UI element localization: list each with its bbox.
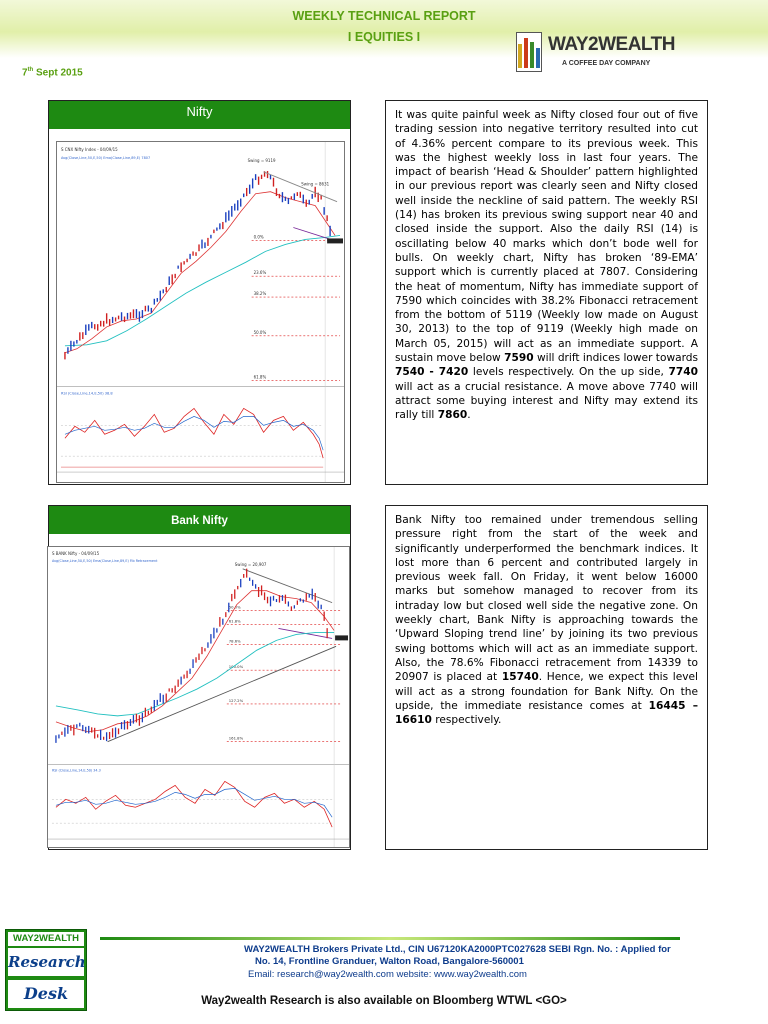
nifty-swing-low-label: Swing = 8631 (301, 181, 330, 187)
footer-address-line: No. 14, Frontline Granduer, Walton Road, Bangalore-560001 (255, 956, 524, 967)
nifty-chart-label: S CNX Nifty Index - 04/09/15 (60, 146, 118, 152)
banknifty-chart-svg (48, 547, 349, 847)
report-subtitle: I EQUITIES I (347, 30, 421, 44)
banknifty-fib-label: 78.6% (228, 639, 241, 644)
bloomberg-note: Way2wealth Research is also available on Bloomberg WTWL <GO> (201, 995, 567, 1007)
nifty-last-price-tag (327, 238, 343, 243)
banknifty-chart (47, 546, 350, 848)
nifty-fib-label: 23.6% (253, 270, 267, 276)
footer-company-line: WAY2WEALTH Brokers Private Ltd., CIN U67120KA2000PTC027628 SEBI Rgn. No. : Applied for (244, 944, 671, 955)
banknifty-fib-lines (227, 606, 342, 742)
nifty-swing-high-label: Swing = 9119 (247, 157, 276, 163)
nifty-chart (56, 141, 345, 483)
research-desk-logo-mid: Research (8, 948, 84, 976)
nifty-section-title: Nifty (49, 101, 350, 129)
banknifty-fib-label: 161.8% (228, 736, 244, 741)
report-title: WEEKLY TECHNICAL REPORT (292, 9, 476, 23)
nifty-fib-label: 38.2% (253, 291, 267, 297)
banknifty-commentary: Bank Nifty too remained under tremendous selling pressure right from the start of the week and significantly underperformed the benchmark indices. It lost more than 6 percent and contributed largely in previous week fall. On Friday, it went below 16000 marks but somehow managed to recover from its intraday low but closed well side the negative zone. On weekly chart, Bank Nifty is approaching towards the ‘Upward Sloping trend line’ by joining its two previous swing bottoms which will act as an immediate support. Also, the 78.6% Fibonacci retracement from 14339 to 20907 is placed at 15740. Hence, we expect this level will act as a strong foundation for Bank Nifty. On the upside, the immediate resistance comes at 16445 – 16610 respectively. (385, 505, 708, 850)
banknifty-fib-label: 61.8% (228, 619, 241, 624)
nifty-fib-label: 61.8% (253, 374, 267, 380)
nifty-rsi-line (65, 408, 323, 458)
report-date: 7th Sept 2015 (22, 67, 83, 79)
research-desk-logo-top: WAY2WEALTH (8, 932, 84, 946)
nifty-ema-long (65, 235, 340, 345)
banknifty-rsi-label: RSI (Close,Line,14,E,50) 34.3 (51, 768, 101, 773)
nifty-fib-lines (252, 234, 340, 380)
nifty-fib-label: 0.0% (253, 234, 264, 240)
footer-divider (100, 937, 680, 940)
company-logo (516, 32, 694, 76)
banknifty-fib-label: 100.0% (228, 665, 244, 670)
banknifty-ema-short (56, 591, 334, 732)
nifty-legend: Avg(Close,Line,50,E,50) Ema(Close,Line,89,E) 7807 (60, 155, 151, 160)
logo-emblem-icon (516, 32, 542, 72)
banknifty-fib-label: 127.2% (228, 698, 244, 703)
nifty-rsi-label: RSI (Close,Line,14,E,50) 38.8 (60, 391, 113, 396)
banknifty-last-price-tag (335, 635, 348, 640)
banknifty-upward-trendline (108, 646, 336, 741)
research-desk-logo-bottom: Desk (8, 980, 84, 1008)
banknifty-legend: Avg(Close,Line,50,E,50) Ema(Close,Line,89,E) Fib Retracement (51, 558, 158, 563)
logo-tagline: A COFFEE DAY COMPANY (562, 60, 651, 67)
logo-name: WAY2WEALTH (548, 34, 675, 55)
nifty-chart-panel (48, 100, 351, 485)
nifty-commentary: It was quite painful week as Nifty closed four out of five trading session into negative territory resulted into cut of 4.36% percent compare to its previous week. This was the highest weekly loss in last four years. The impact of bearish ‘Head & Shoulder’ pattern highlighted in our previous report was clearly seen and Nifty closed well inside the neckline of said pattern. The weekly RSI (14) has broken its previous swing support near 40 and closed inside the support. Also the daily RSI (14) is oscillating below 40 marks which don’t bode well for bulls. On weekly chart, Nifty has broken ‘89-EMA’ support which is currently placed at 7807. Considering the heat of momentum, Nifty has immediate support of 7590 which coincides with 38.2% Fibonacci retracement from the bottom of 5119 (Weekly low made on August 30, 2013) to the top of 9119 (Weekly high made on March 05, 2015) will act as an immediate support. A sustain move below 7590 will drift indices lower towards 7540 - 7420 levels respectively. On the up side, 7740 will act as a crucial resistance. A move above 7740 will attract some buying interest and Nifty may extend its rally till 7860. (385, 100, 708, 485)
banknifty-price-bars (56, 569, 327, 743)
footer-contact-line[interactable]: Email: research@way2wealth.com website: www.way2wealth.com (248, 969, 527, 980)
banknifty-fib-label: 50.0% (228, 605, 241, 610)
banknifty-chart-panel (48, 505, 351, 850)
nifty-chart-svg (57, 142, 344, 482)
nifty-ema-short (65, 192, 335, 353)
banknifty-section-title: Bank Nifty (49, 506, 350, 534)
banknifty-swing-high-label: Swing = 20,907 (234, 561, 267, 567)
banknifty-chart-label: S BANK Nifty - 04/09/15 (51, 550, 100, 556)
nifty-fib-label: 50.0% (253, 329, 267, 335)
